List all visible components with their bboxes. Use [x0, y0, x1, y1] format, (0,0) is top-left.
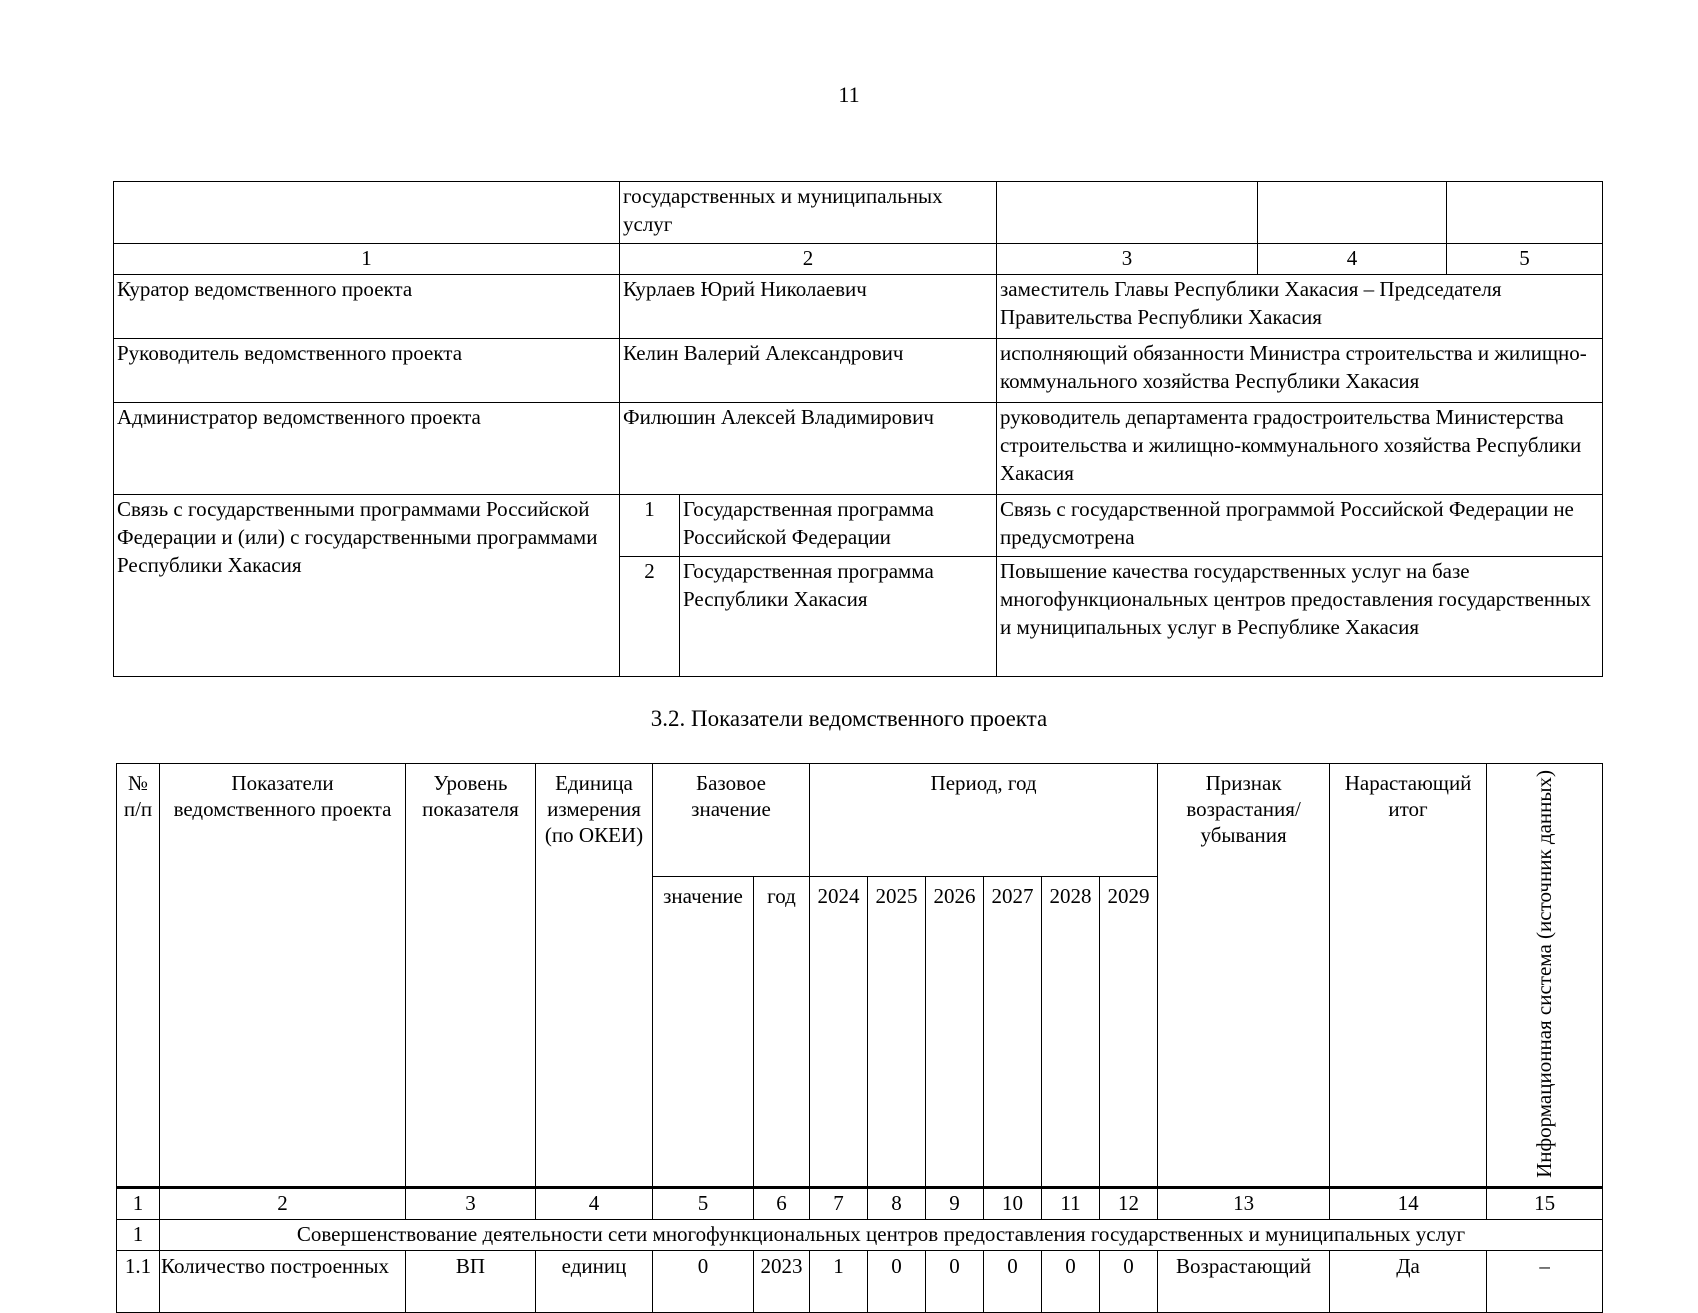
header-info-system-cell	[1487, 764, 1603, 1188]
header-num: № п/п	[117, 764, 160, 1188]
section-title: 3.2. Показатели ведомственного проекта	[650, 706, 1048, 731]
curator-position: заместитель Главы Республики Хакасия – Председателя Правительства Республики Хакасия	[997, 275, 1603, 339]
indicators-header-row	[117, 764, 1603, 877]
column-number: 6	[754, 1187, 810, 1219]
row-number: 1.1	[117, 1250, 160, 1312]
column-number: 3	[997, 244, 1258, 275]
administrator-position: руководитель департамента градостроительства Министерства строительства и жилищно-коммунального хозяйства Республики Хакасия	[997, 403, 1603, 495]
column-number: 1	[114, 244, 620, 275]
column-number: 13	[1158, 1187, 1330, 1219]
table1-column-numbers	[114, 244, 1603, 275]
header-year: 2026	[926, 876, 984, 1187]
program-link-value: Связь с государственной программой Российской Федерации не предусмотрена	[997, 495, 1603, 557]
leader-label: Руководитель ведомственного проекта	[114, 339, 620, 403]
row-trend: Возрастающий	[1158, 1250, 1330, 1312]
header-trend: Признак возрастания/ убывания	[1158, 764, 1330, 1188]
column-number: 5	[1447, 244, 1603, 275]
header-year: 2029	[1100, 876, 1158, 1187]
row-value-2025: 0	[868, 1250, 926, 1312]
column-number: 9	[926, 1187, 984, 1219]
row-base-year: 2023	[754, 1250, 810, 1312]
row-value-2028: 0	[1042, 1250, 1100, 1312]
row-level: ВП	[406, 1250, 536, 1312]
curator-name: Курлаев Юрий Николаевич	[620, 275, 997, 339]
header-year: 2027	[984, 876, 1042, 1187]
table-row	[117, 1250, 1603, 1312]
row-base-value: 0	[653, 1250, 754, 1312]
table1-cell	[114, 182, 620, 244]
program-link-name: Государственная программа Российской Федерации	[680, 495, 997, 557]
column-number: 5	[653, 1187, 754, 1219]
section-name: Совершенствование деятельности сети многофункциональных центров предоставления государственных и муниципальных услуг	[160, 1219, 1603, 1250]
administrator-label: Администратор ведомственного проекта	[114, 403, 620, 495]
header-cumulative: Нарастающий итог	[1330, 764, 1487, 1188]
row-value-2029: 0	[1100, 1250, 1158, 1312]
header-unit: Единица измерения (по ОКЕИ)	[536, 764, 653, 1188]
header-level: Уровень показателя	[406, 764, 536, 1188]
header-year: 2024	[810, 876, 868, 1187]
column-number: 8	[868, 1187, 926, 1219]
page-number: 11	[838, 82, 860, 107]
program-link-name: Государственная программа Республики Хакасия	[680, 557, 997, 677]
program-link-number: 1	[620, 495, 680, 557]
column-number: 10	[984, 1187, 1042, 1219]
header-base: Базовое значение	[653, 764, 810, 877]
program-links-label: Связь с государственными программами Российской Федерации и (или) с государственными программами Республики Хакасия	[114, 495, 620, 677]
leader-row	[114, 339, 1603, 403]
row-unit: единиц	[536, 1250, 653, 1312]
column-number: 7	[810, 1187, 868, 1219]
row-info-system: –	[1487, 1250, 1603, 1312]
row-value-2027: 0	[984, 1250, 1042, 1312]
header-base-value: значение	[653, 876, 754, 1187]
curator-label: Куратор ведомственного проекта	[114, 275, 620, 339]
column-number: 2	[620, 244, 997, 275]
header-year: 2028	[1042, 876, 1100, 1187]
row-value-2024: 1	[810, 1250, 868, 1312]
program-link-number: 2	[620, 557, 680, 677]
header-base-year: год	[754, 876, 810, 1187]
section-number: 1	[117, 1219, 160, 1250]
column-number: 2	[160, 1187, 406, 1219]
column-number: 15	[1487, 1187, 1603, 1219]
leader-position: исполняющий обязанности Министра строительства и жилищно-коммунального хозяйства Республики Хакасия	[997, 339, 1603, 403]
program-link-row	[114, 495, 1603, 557]
header-period: Период, год	[810, 764, 1158, 877]
column-number: 12	[1100, 1187, 1158, 1219]
header-info-system: Информационная система (источник данных)	[1532, 770, 1557, 1178]
leader-name: Келин Валерий Александрович	[620, 339, 997, 403]
indicators-table	[116, 763, 1603, 1313]
table2-column-numbers	[117, 1187, 1603, 1219]
header-indicator: Показатели ведомственного проекта	[160, 764, 406, 1188]
column-number: 1	[117, 1187, 160, 1219]
row-cumulative: Да	[1330, 1250, 1487, 1312]
table1-cell	[1447, 182, 1603, 244]
table1-cell	[997, 182, 1258, 244]
column-number: 4	[1258, 244, 1447, 275]
column-number: 3	[406, 1187, 536, 1219]
program-link-value: Повышение качества государственных услуг на базе многофункциональных центров предоставления государственных и муниципальных услуг в Республике Хакасия	[997, 557, 1603, 677]
row-indicator: Количество построенных	[160, 1250, 406, 1312]
section-row	[117, 1219, 1603, 1250]
table1-continuation-row	[114, 182, 1603, 244]
header-year: 2025	[868, 876, 926, 1187]
table1-cell	[1258, 182, 1447, 244]
column-number: 4	[536, 1187, 653, 1219]
table1-continued-text: государственных и муниципальных услуг	[620, 182, 997, 244]
administrator-name: Филюшин Алексей Владимирович	[620, 403, 997, 495]
column-number: 11	[1042, 1187, 1100, 1219]
administrator-row	[114, 403, 1603, 495]
curator-row	[114, 275, 1603, 339]
column-number: 14	[1330, 1187, 1487, 1219]
row-value-2026: 0	[926, 1250, 984, 1312]
project-roles-table	[113, 181, 1603, 677]
